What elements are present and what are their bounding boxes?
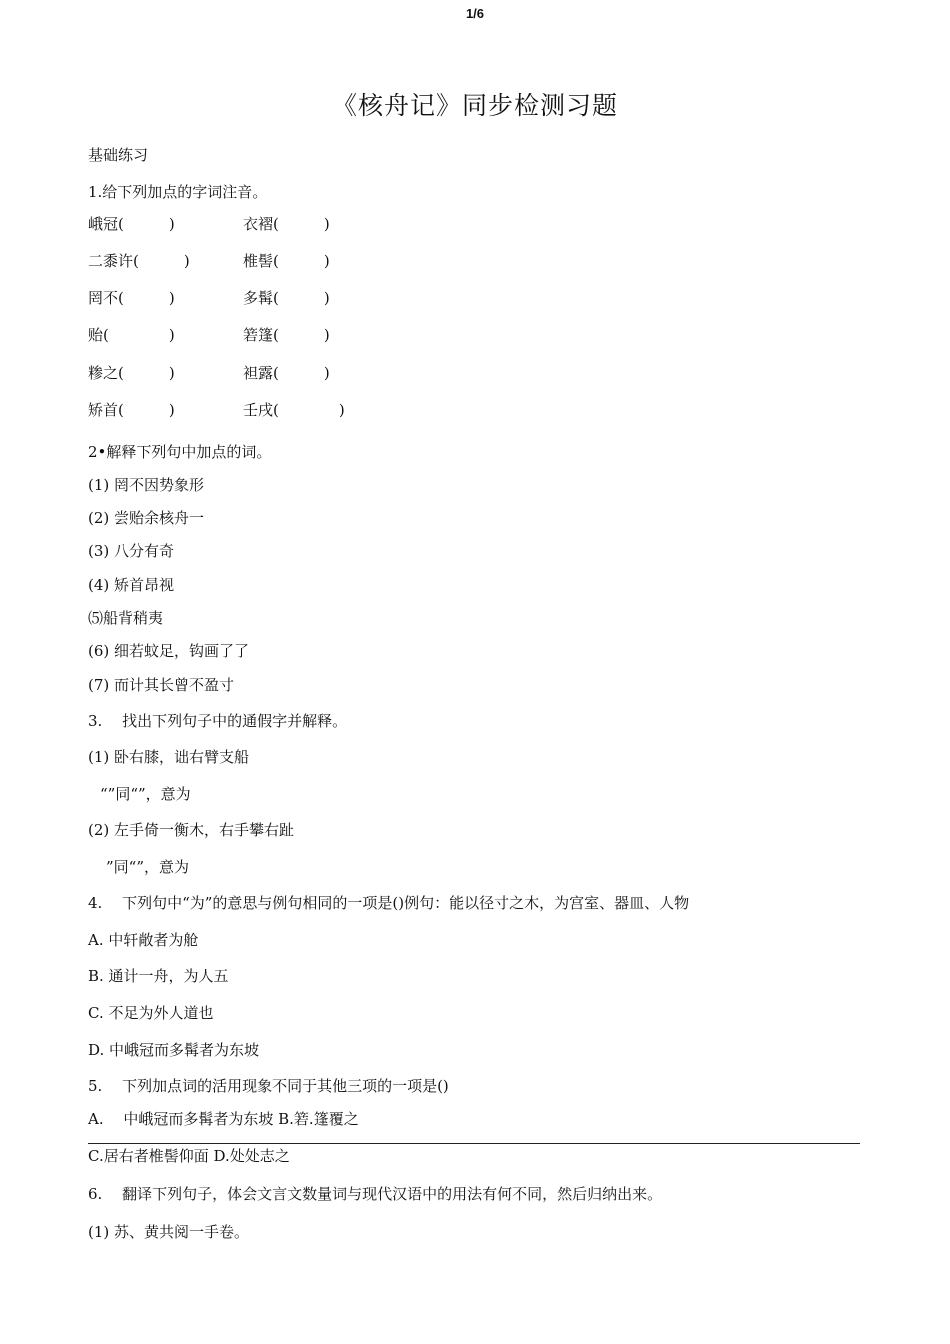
q3-item: (2) 左手倚一衡木，右手攀右趾 [88,821,295,839]
q1-cell: 衣褶( ) [243,215,330,233]
q1-cell: 多髯( ) [243,289,330,307]
q2-item: (1) 罔不因势象形 [88,476,205,494]
q1-cell: 糁之( ) [88,364,175,382]
q1-prompt: 1.给下列加点的字词注音。 [88,183,268,201]
q4-option: C. 不足为外人道也 [88,1004,214,1022]
q1-cell: 袒露( ) [243,364,330,382]
q6-prompt: 6. 翻译下列句子，体会文言文数量词与现代汉语中的用法有何不同，然后归纳出来。 [88,1185,663,1203]
q4-option: B. 通计一舟，为人五 [88,967,229,985]
page-number: 1/6 [465,6,485,21]
q1-cell: 箬篷( ) [243,326,330,344]
q2-item: (4) 矫首昂视 [88,576,175,594]
q4-option: A. 中轩敞者为舱 [88,931,199,949]
q1-cell: 峨冠( ) [88,215,175,233]
page-title: 《核舟记》同步检测习题 [331,91,618,120]
q1-cell: 壬戌( ) [243,401,345,419]
q5-option: A. 中峨冠而多髯者为东坡 B.箬.篷覆之 [88,1110,359,1128]
q2-item: (6) 细若蚊足，钩画了了 [88,642,250,660]
q1-cell: 罔不( ) [88,289,175,307]
q1-row [88,400,345,420]
q5-option: C.居右者椎髻仰面 D.处处志之 [88,1147,290,1165]
q2-prompt: 2•解释下列句中加点的词。 [88,443,272,461]
q2-item: ⑸船背稍夷 [88,609,164,627]
q1-row [88,325,330,345]
q3-prompt: 3. 找出下列句子中的通假字并解释。 [88,712,348,730]
q6-item: (1) 苏、黄共阅一手卷。 [88,1223,250,1241]
q1-row [88,251,330,271]
q3-blank: ”同“”，意为 [106,858,190,876]
q1-row [88,288,330,308]
q2-item: (2) 尝贻余核舟一 [88,509,205,527]
q2-item: (3) 八分有奇 [88,542,175,560]
horizontal-rule [88,1143,860,1144]
q1-row [88,363,330,383]
q1-row [88,214,330,234]
q3-blank: “”同“”，意为 [100,785,191,803]
q1-cell: 椎髻( ) [243,252,330,270]
q4-prompt: 4. 下列句中“为”的意思与例句相同的一项是()例句：能以径寸之木，为宫室、器皿、人物 [88,894,690,912]
q2-item: (7) 而计其长曾不盈寸 [88,676,235,694]
q1-cell: 二黍许( ) [88,252,190,270]
section-heading: 基础练习 [88,146,149,164]
q1-cell: 贻( ) [88,326,175,344]
q4-option: D. 中峨冠而多髯者为东坡 [88,1041,260,1059]
q3-item: (1) 卧右膝，诎右臂支船 [88,748,250,766]
q5-prompt: 5. 下列加点词的活用现象不同于其他三项的一项是() [88,1077,449,1095]
q1-cell: 矫首( ) [88,401,175,419]
